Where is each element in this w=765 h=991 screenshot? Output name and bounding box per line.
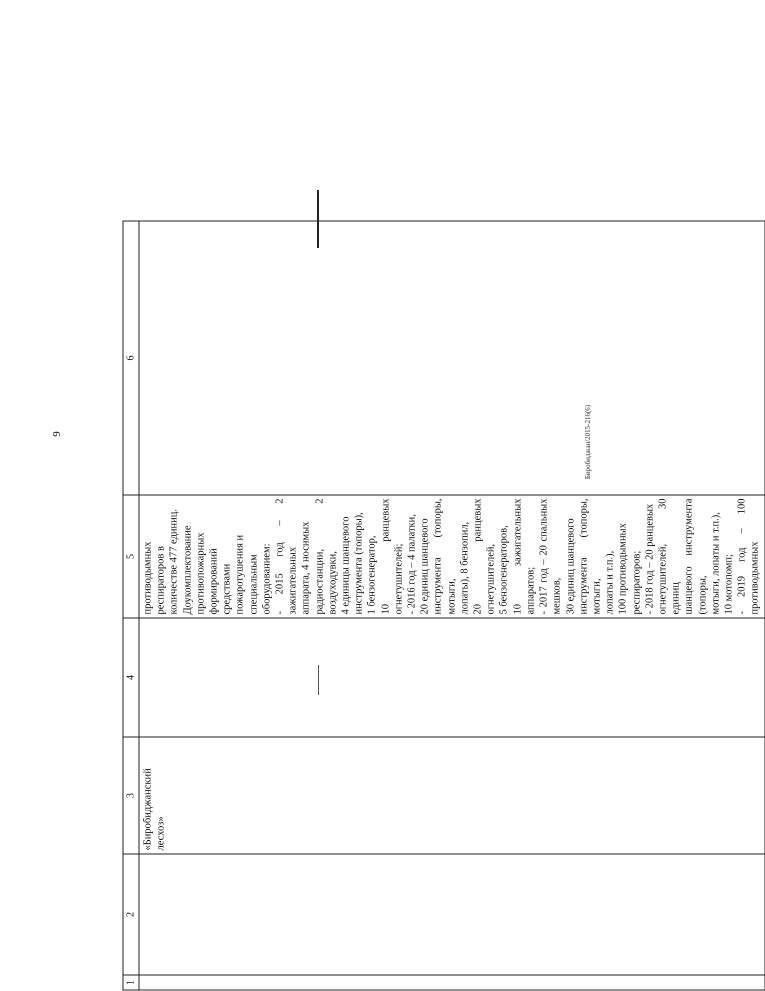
header-cell-4: 4	[123, 618, 139, 737]
page-number: 9	[51, 431, 63, 437]
measures-line: лопаты), 8 бензопил,	[458, 499, 471, 615]
row-cell-organization: «Биробиджанский лесхоз»	[139, 737, 765, 854]
row-cell-6	[139, 221, 765, 495]
measures-line: - 2016 год – 4 палатки,	[406, 499, 419, 615]
measures-line: Доукомплектование	[181, 499, 194, 615]
measures-line: шанцевого инструмента (топоры,	[683, 499, 709, 615]
measures-line: аппарата, 4 носимых	[300, 499, 313, 615]
measures-line: специальным оборудованием:	[247, 499, 273, 615]
header-cell-1: 1	[123, 975, 139, 990]
measures-line: инструмента (топоры),	[353, 499, 366, 615]
measures-line: инструмента (топоры, мотыги,	[432, 499, 458, 615]
measures-line: количестве 477 единиц.	[168, 499, 181, 615]
measures-line: респираторов;	[630, 499, 643, 615]
measures-line: мотыги, лопаты и т.п.),	[709, 499, 722, 615]
measures-line: - 2015 год – 2 зажигательных	[274, 499, 300, 615]
measures-line: противодымных респираторов в	[142, 499, 168, 615]
measures-text	[142, 499, 763, 615]
measures-line: 10 ранцевых огнетушителей;	[379, 499, 405, 615]
measures-line: - 2017 год – 20 спальных мешков,	[538, 499, 564, 615]
measures-line: 30 единиц шанцевого	[564, 499, 577, 615]
measures-line: 4 единицы шанцевого	[340, 499, 353, 615]
row-cell-4	[139, 618, 765, 737]
measures-line: огнетушителей, 30 единиц	[656, 499, 682, 615]
measures-line: - 2018 год – 20 ранцевых	[643, 499, 656, 615]
table-header-row	[123, 221, 139, 990]
measures-line: 5 бензогенераторов,	[498, 499, 511, 615]
header-cell-3: 3	[123, 737, 139, 854]
header-cell-6: 6	[123, 221, 139, 495]
measures-line: средствами пожаротушения и	[221, 499, 247, 615]
header-cell-2: 2	[123, 854, 139, 975]
measures-line: 20 единиц шанцевого	[419, 499, 432, 615]
table-row	[139, 221, 765, 990]
measures-line: противопожарных формирований	[194, 499, 220, 615]
measures-line: радиостанции, 2 воздуходувки,	[313, 499, 339, 615]
row-cell-1	[139, 975, 765, 990]
measures-line: - 2019 год – 100 противодымных	[736, 499, 762, 615]
measures-line: 100 противодымных	[617, 499, 630, 615]
measures-line: 10 мотопомп;	[722, 499, 735, 615]
measures-line: 10 зажигательных аппаратов;	[511, 499, 537, 615]
row-cell-2	[139, 854, 765, 975]
measures-line: лопаты и т.п.),	[604, 499, 617, 615]
measures-line: инструмента (топоры, мотыги,	[577, 499, 603, 615]
row-cell-measures	[139, 495, 765, 618]
rotated-table-container	[123, 228, 623, 991]
document-code: Биробиджан/2015-216(6)	[584, 302, 592, 582]
header-cell-5: 5	[123, 495, 139, 618]
measures-line: 1 бензогенератор,	[366, 499, 379, 615]
measures-line: 20 ранцевых огнетушителей,	[472, 499, 498, 615]
data-table	[123, 221, 765, 991]
